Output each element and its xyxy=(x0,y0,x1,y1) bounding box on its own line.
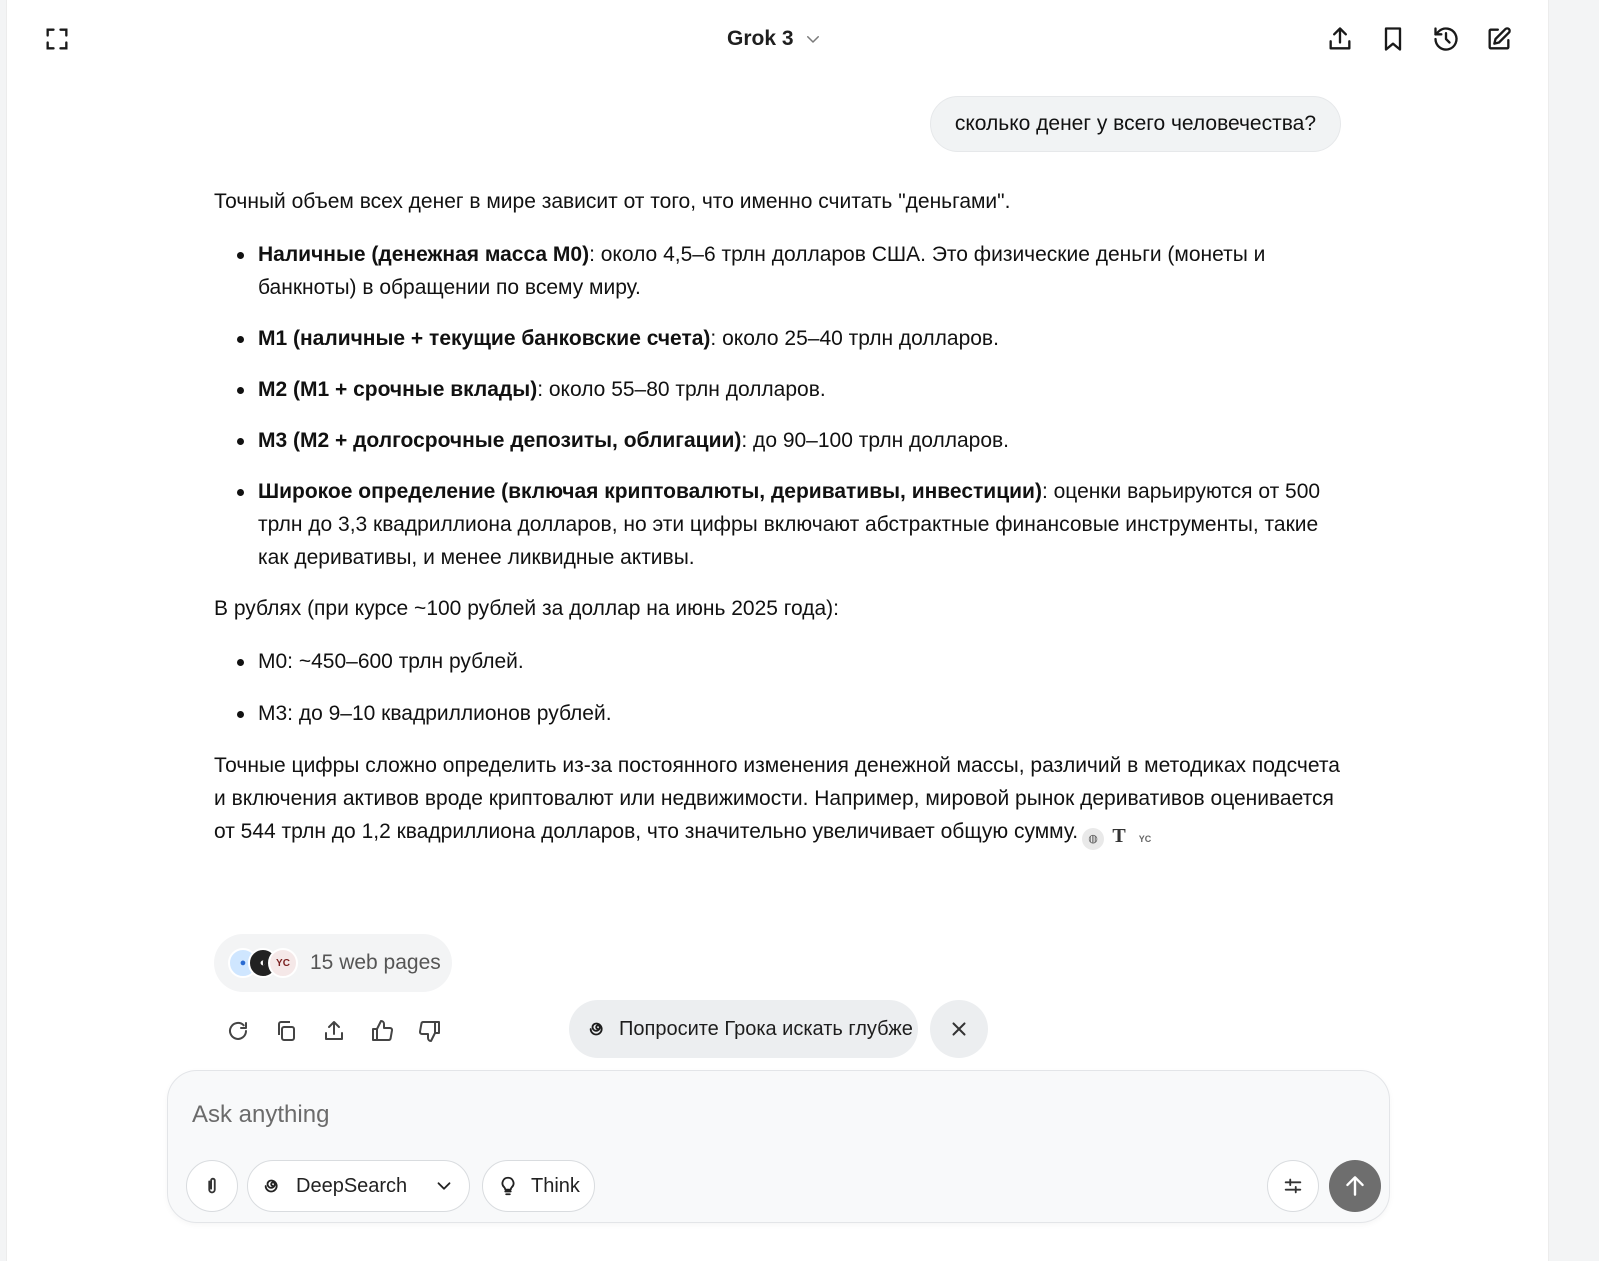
sources-label: 15 web pages xyxy=(310,951,441,974)
assistant-message xyxy=(214,185,1354,850)
fullscreen-icon xyxy=(43,25,71,53)
list-item: M3: до 9–10 квадриллионов рублей. xyxy=(214,697,1354,730)
list-item-title: M2 (M1 + срочные вклады) xyxy=(258,378,538,401)
list-item-title: M3 (M2 + долгосрочные депозиты, облигации) xyxy=(258,429,742,452)
list-item-title: Широкое определение (включая криптовалюты, деривативы, инвестиции) xyxy=(258,480,1042,503)
message-input[interactable] xyxy=(192,1097,1292,1133)
yc-logo-icon[interactable]: YC xyxy=(1138,834,1152,844)
deepsearch-label: DeepSearch xyxy=(296,1174,408,1197)
bookmark-icon xyxy=(1379,25,1407,53)
like-button[interactable] xyxy=(365,1014,399,1048)
share-icon xyxy=(322,1019,346,1043)
regenerate-button[interactable] xyxy=(221,1014,255,1048)
model-name: Grok 3 xyxy=(727,27,794,50)
list-item xyxy=(214,238,1354,304)
list-item-text: : около 25–40 трлн долларов. xyxy=(710,327,999,350)
deeper-search-label: Попросите Грока искать глубже xyxy=(619,1017,913,1040)
copy-button[interactable] xyxy=(269,1014,303,1048)
think-toggle[interactable] xyxy=(482,1160,595,1212)
globe-icon[interactable]: ◍ xyxy=(1082,828,1104,850)
list-item: M0: ~450–600 трлн рублей. xyxy=(214,645,1354,678)
rubles-list xyxy=(214,645,1354,730)
new-chat-button[interactable] xyxy=(1479,19,1519,59)
answer-intro: Точный объем всех денег в мире зависит от того, что именно считать "деньгами". xyxy=(214,190,1011,213)
list-item-text: : около 4,5–6 трлн долларов США. Это физические деньги (монеты и банкноты) в обращении по всему миру. xyxy=(258,243,1266,299)
sources-button[interactable] xyxy=(214,934,452,992)
source-avatars xyxy=(228,946,298,980)
dismiss-suggestion-button[interactable] xyxy=(930,1000,988,1058)
arrow-up-icon xyxy=(1342,1173,1368,1199)
t-logo-icon[interactable]: T xyxy=(1112,825,1126,847)
deepsearch-toggle[interactable] xyxy=(247,1160,470,1212)
list-item-text: : до 90–100 трлн долларов. xyxy=(741,429,1010,452)
paperclip-icon xyxy=(201,1175,223,1197)
answer-conclusion xyxy=(214,749,1354,850)
thumbs-down-icon xyxy=(418,1019,442,1043)
chevron-down-icon xyxy=(804,30,822,48)
bookmark-button[interactable] xyxy=(1373,19,1413,59)
sliders-icon xyxy=(1282,1175,1304,1197)
edit-icon xyxy=(1485,25,1513,53)
list-item xyxy=(214,424,1354,457)
share-button[interactable] xyxy=(1320,19,1360,59)
close-icon xyxy=(948,1018,970,1040)
thumbs-up-icon xyxy=(370,1019,394,1043)
money-supply-list xyxy=(214,238,1354,574)
deeper-search-button[interactable] xyxy=(569,1000,918,1058)
copy-icon xyxy=(274,1019,298,1043)
history-icon xyxy=(1432,25,1460,53)
list-item xyxy=(214,322,1354,355)
source-avatar-3: YC xyxy=(268,948,298,978)
dislike-button[interactable] xyxy=(413,1014,447,1048)
think-label: Think xyxy=(531,1174,580,1197)
rubles-intro: В рублях (при курсе ~100 рублей за доллар на июнь 2025 года): xyxy=(214,597,839,620)
attach-button[interactable] xyxy=(186,1160,238,1212)
regenerate-icon xyxy=(226,1019,250,1043)
conclusion-text: Точные цифры сложно определить из-за постоянного изменения денежной массы, различий в методиках подсчета и включения активов вроде криптовалют или недвижимости. Например, мировой рынок деривативов оценивается от 544 трлн до 1,2 квадриллиона долларов, что значительно увеличивает общую сумму. xyxy=(214,754,1340,843)
lightbulb-icon xyxy=(497,1175,519,1197)
deepsearch-icon xyxy=(262,1175,284,1197)
source-avatar-2: ◐ xyxy=(248,948,278,978)
fullscreen-button[interactable] xyxy=(37,19,77,59)
composer xyxy=(167,1070,1390,1223)
top-bar xyxy=(7,0,1548,80)
user-message-text: сколько денег у всего человечества? xyxy=(954,112,1316,135)
source-avatar-1: ● xyxy=(228,948,258,978)
chevron-down-icon[interactable] xyxy=(433,1175,455,1197)
list-item-text: : оценки варьируются от 500 трлн до 3,3 квадриллиона долларов, но эти цифры включают абстрактные финансовые инструменты, такие как деривативы, и менее ликвидные активы. xyxy=(258,480,1321,569)
list-item xyxy=(214,373,1354,406)
list-item xyxy=(214,475,1354,574)
history-button[interactable] xyxy=(1426,19,1466,59)
list-item-title: Наличные (денежная масса M0) xyxy=(258,243,590,266)
message-actions xyxy=(221,1014,447,1048)
model-selector[interactable] xyxy=(727,22,822,56)
settings-button[interactable] xyxy=(1267,1160,1319,1212)
deepsearch-icon xyxy=(587,1018,609,1040)
chat-app xyxy=(6,0,1549,1261)
list-item-title: M1 (наличные + текущие банковские счета) xyxy=(258,327,711,350)
share-response-button[interactable] xyxy=(317,1014,351,1048)
share-icon xyxy=(1326,25,1354,53)
send-button[interactable] xyxy=(1329,1160,1381,1212)
list-item-text: : около 55–80 трлн долларов. xyxy=(537,378,826,401)
user-message xyxy=(930,96,1341,152)
